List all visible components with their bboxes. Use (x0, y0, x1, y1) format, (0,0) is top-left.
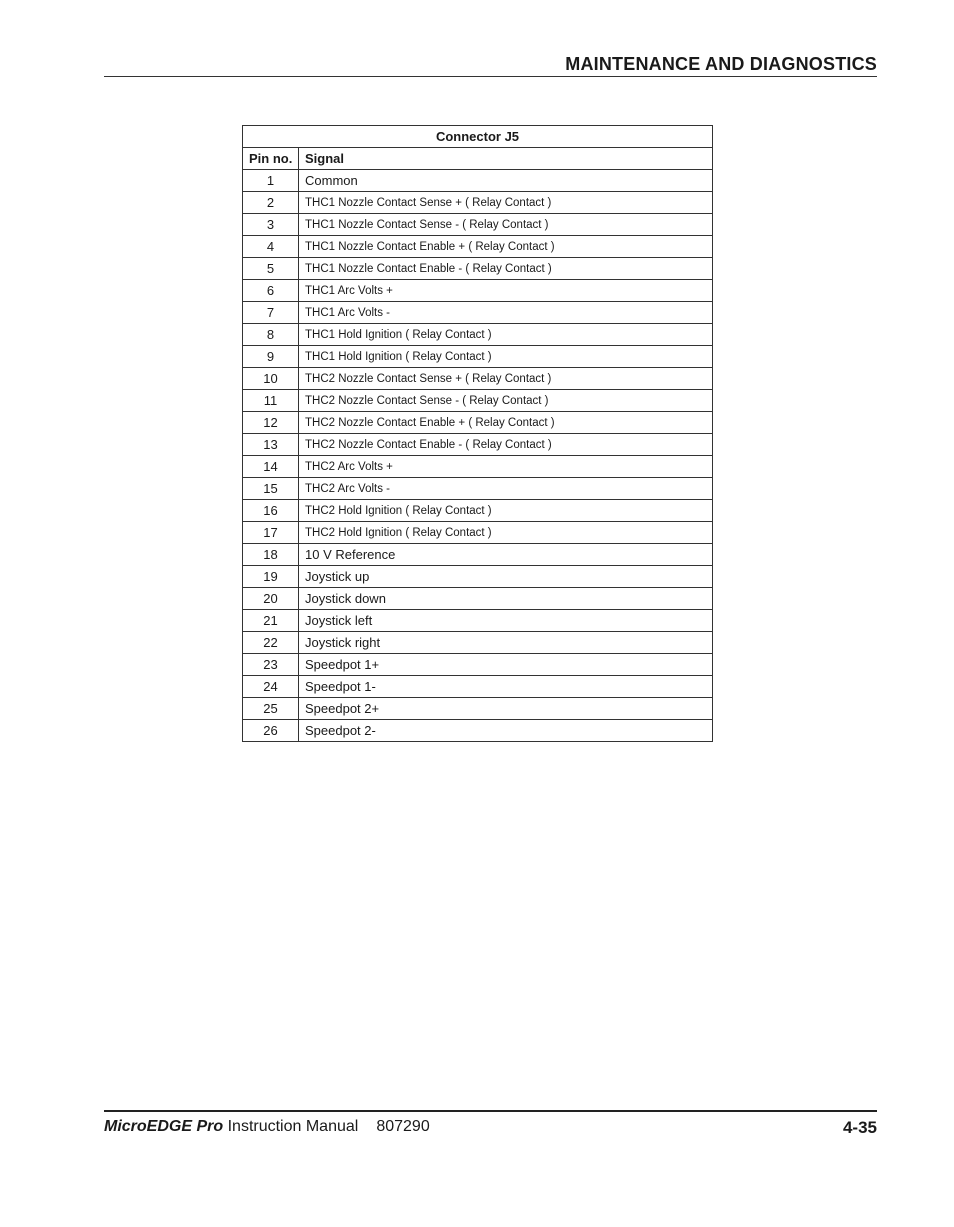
signal-cell: THC1 Arc Volts - (299, 302, 713, 324)
table-row (243, 170, 713, 192)
table-caption-row (243, 126, 713, 148)
table-row (243, 280, 713, 302)
signal-cell: THC2 Arc Volts + (299, 456, 713, 478)
signal-cell: Speedpot 2+ (299, 698, 713, 720)
signal-cell: Speedpot 1- (299, 676, 713, 698)
table-row (243, 324, 713, 346)
signal-cell: THC1 Nozzle Contact Sense + ( Relay Contact ) (299, 192, 713, 214)
table-row (243, 632, 713, 654)
pin-number-cell: 26 (243, 720, 299, 742)
table-row (243, 500, 713, 522)
pin-number-cell: 2 (243, 192, 299, 214)
pin-number-cell: 11 (243, 390, 299, 412)
table-row (243, 478, 713, 500)
table-row (243, 390, 713, 412)
footer-manual-label: Instruction Manual (227, 1118, 359, 1135)
pin-number-cell: 24 (243, 676, 299, 698)
pin-number-cell: 17 (243, 522, 299, 544)
pin-number-cell: 25 (243, 698, 299, 720)
signal-cell: THC1 Nozzle Contact Sense - ( Relay Contact ) (299, 214, 713, 236)
table-row (243, 258, 713, 280)
table-row (243, 368, 713, 390)
table-row (243, 302, 713, 324)
pin-number-cell: 6 (243, 280, 299, 302)
signal-cell: Speedpot 2- (299, 720, 713, 742)
signal-cell: Common (299, 170, 713, 192)
table-row (243, 676, 713, 698)
section-title: MAINTENANCE AND DIAGNOSTICS (565, 54, 877, 74)
pin-number-cell: 21 (243, 610, 299, 632)
table-row (243, 346, 713, 368)
signal-cell: THC1 Nozzle Contact Enable + ( Relay Contact ) (299, 236, 713, 258)
table-row (243, 654, 713, 676)
pin-number-cell: 15 (243, 478, 299, 500)
signal-cell: Joystick right (299, 632, 713, 654)
header-divider (104, 76, 877, 77)
signal-cell: THC2 Hold Ignition ( Relay Contact ) (299, 522, 713, 544)
table-row (243, 434, 713, 456)
table-header-row (243, 148, 713, 170)
table-row (243, 720, 713, 742)
column-header-signal: Signal (299, 148, 713, 170)
table-body (243, 170, 713, 742)
signal-cell: Joystick down (299, 588, 713, 610)
signal-cell: THC2 Hold Ignition ( Relay Contact ) (299, 500, 713, 522)
pin-number-cell: 22 (243, 632, 299, 654)
table-row (243, 522, 713, 544)
signal-cell: THC1 Hold Ignition ( Relay Contact ) (299, 346, 713, 368)
table-row (243, 610, 713, 632)
footer-document-info (104, 1118, 430, 1136)
pin-number-cell: 9 (243, 346, 299, 368)
signal-cell: Joystick left (299, 610, 713, 632)
pin-number-cell: 20 (243, 588, 299, 610)
table-row (243, 412, 713, 434)
footer-doc-number: 807290 (376, 1118, 430, 1135)
signal-cell: THC2 Nozzle Contact Sense - ( Relay Contact ) (299, 390, 713, 412)
signal-cell: THC2 Arc Volts - (299, 478, 713, 500)
table-caption: Connector J5 (243, 126, 713, 148)
signal-cell: Joystick up (299, 566, 713, 588)
pin-number-cell: 5 (243, 258, 299, 280)
pin-number-cell: 23 (243, 654, 299, 676)
pin-number-cell: 8 (243, 324, 299, 346)
table-row (243, 566, 713, 588)
pin-number-cell: 4 (243, 236, 299, 258)
page-number: 4-35 (842, 1118, 877, 1137)
signal-cell: THC2 Nozzle Contact Sense + ( Relay Contact ) (299, 368, 713, 390)
table-row (243, 698, 713, 720)
pin-number-cell: 1 (243, 170, 299, 192)
signal-cell: THC2 Nozzle Contact Enable + ( Relay Contact ) (299, 412, 713, 434)
signal-cell: THC1 Nozzle Contact Enable - ( Relay Contact ) (299, 258, 713, 280)
signal-cell: 10 V Reference (299, 544, 713, 566)
table-row (243, 214, 713, 236)
table-row (243, 456, 713, 478)
table-row (243, 236, 713, 258)
footer-divider (104, 1110, 877, 1112)
column-header-pin: Pin no. (243, 148, 299, 170)
pin-number-cell: 13 (243, 434, 299, 456)
signal-cell: Speedpot 1+ (299, 654, 713, 676)
footer-brand: MicroEDGE Pro (104, 1118, 224, 1135)
pin-number-cell: 10 (243, 368, 299, 390)
signal-cell: THC2 Nozzle Contact Enable - ( Relay Contact ) (299, 434, 713, 456)
pin-number-cell: 12 (243, 412, 299, 434)
pin-number-cell: 3 (243, 214, 299, 236)
pin-number-cell: 18 (243, 544, 299, 566)
signal-cell: THC1 Arc Volts + (299, 280, 713, 302)
pin-number-cell: 16 (243, 500, 299, 522)
table-row (243, 588, 713, 610)
connector-j5-table (242, 125, 713, 742)
pin-number-cell: 7 (243, 302, 299, 324)
pin-number-cell: 14 (243, 456, 299, 478)
signal-cell: THC1 Hold Ignition ( Relay Contact ) (299, 324, 713, 346)
pin-number-cell: 19 (243, 566, 299, 588)
table-row (243, 192, 713, 214)
table-row (243, 544, 713, 566)
